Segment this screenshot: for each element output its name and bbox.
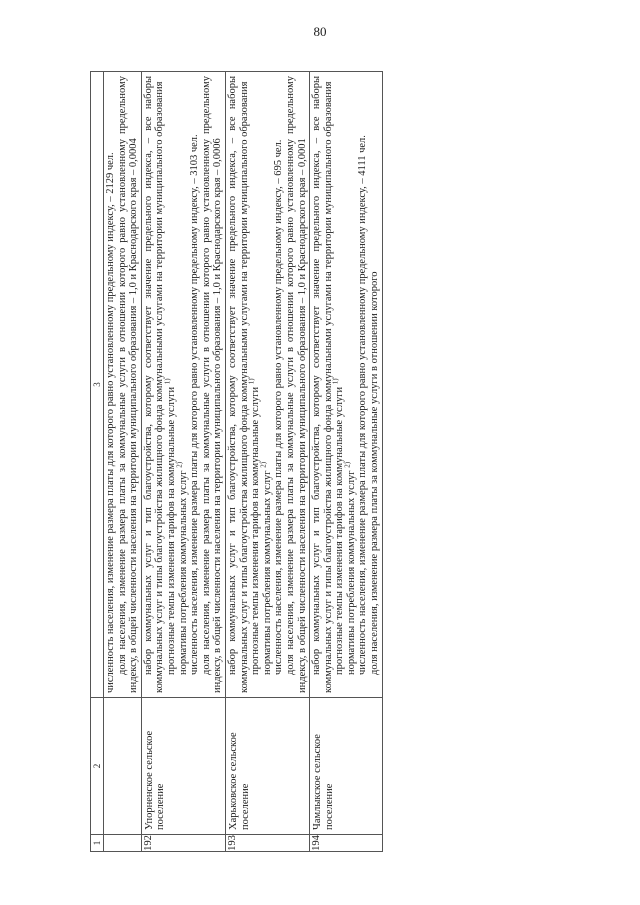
table-header-row <box>91 72 104 852</box>
settlement-name: Харьковское сельское поселение <box>225 698 309 835</box>
description-line: набор коммунальных услуг и тип благоустройства, которому соответствует значение предельного индекса, – все наборы коммунальных услуг и типы благоустройства жилищного фонда коммунальными услугами на территории муниципального образования <box>142 76 166 693</box>
description-line: прогнозные темпы изменения тарифов на коммунальные услуги $^{1)}$ <box>331 378 346 675</box>
row-description <box>104 72 142 698</box>
settlement-name: Упорненское сельское поселение <box>141 698 225 835</box>
description-line: прогнозные темпы изменения тарифов на коммунальные услуги $^{1)}$ <box>247 378 262 675</box>
footnote-marker: 2) <box>343 461 352 468</box>
description-line: численность населения, изменение размера платы для которого равно установленному предельному индексу, – 4111 чел. <box>357 135 369 675</box>
header-col-2: 2 <box>91 698 104 835</box>
footnote-marker: 1) <box>163 378 172 385</box>
description-line: нормативы потребления коммунальных услуг $^{2)}$ <box>343 461 357 675</box>
table-row <box>310 72 383 852</box>
row-number: 193 <box>225 835 309 852</box>
description-line: нормативы потребления коммунальных услуг $^{2)}$ <box>175 461 189 675</box>
description-line: набор коммунальных услуг и тип благоустройства, которому соответствует значение предельного индекса, – все наборы коммунальных услуг и типы благоустройства жилищного фонда коммунальными услугами на территории муниципального образования <box>226 76 250 693</box>
index-table <box>90 71 383 852</box>
row-description <box>225 72 309 698</box>
header-col-3: 3 <box>91 72 104 698</box>
footnote-marker: 1) <box>331 378 340 385</box>
footnote-marker: 1) <box>247 378 256 385</box>
table-row <box>141 72 225 852</box>
table-row <box>225 72 309 852</box>
row-description <box>141 72 225 698</box>
description-line: численность населения, изменение размера платы для которого равно установленному предельному индексу, – 695 чел. <box>273 139 285 675</box>
settlement-name: Чамлыкское сельское поселение <box>310 698 383 835</box>
description-line: нормативы потребления коммунальных услуг $^{2)}$ <box>259 461 273 675</box>
description-line: доля населения, изменение размера платы за коммунальные услуги в отношении которого равно установленному предельному индексу, в общей численности населения на территории муниципального образования – 1,0 и Краснодарского края – 0,0006 <box>200 76 224 693</box>
row-description <box>310 72 383 698</box>
page-number: 80 <box>313 24 327 39</box>
settlement-name <box>104 698 142 835</box>
footnote-marker: 2) <box>175 461 184 468</box>
description-line: прогнозные темпы изменения тарифов на коммунальные услуги $^{1)}$ <box>163 378 177 675</box>
rotated-table-container <box>90 72 595 852</box>
description-line: численность населения, изменение размера платы для которого равно установленному предельному индексу, – 2129 чел. <box>105 152 116 693</box>
description-line: набор коммунальных услуг и тип благоустройства, которому соответствует значение предельного индекса, – все наборы коммунальных услуг и типы благоустройства жилищного фонда коммунальными услугами на территории муниципального образования <box>311 76 334 693</box>
description-line: доля населения, изменение размера платы за коммунальные услуги в отношении которого равно установленному предельному индексу, в общей численности населения на территории муниципального образования – 1,0 и Краснодарского края – 0,0004 <box>116 76 140 693</box>
footnote-marker: 2) <box>259 461 268 468</box>
table-row <box>104 72 142 852</box>
header-col-1: 1 <box>91 835 104 852</box>
row-number <box>104 835 142 852</box>
row-number: 192 <box>141 835 225 852</box>
row-number: 194 <box>310 835 383 852</box>
description-line: доля населения, изменение размера платы за коммунальные услуги в отношении которого равно установленному предельному индексу, в общей численности населения на территории муниципального образования – 1,0 и Краснодарского края – 0,0001 <box>284 76 308 693</box>
description-line: численность населения, изменение размера платы для которого равно установленному предельному индексу, – 3103 чел. <box>189 134 201 675</box>
description-line: доля населения, изменение размера платы за коммунальные услуги в отношении которого <box>369 271 381 675</box>
